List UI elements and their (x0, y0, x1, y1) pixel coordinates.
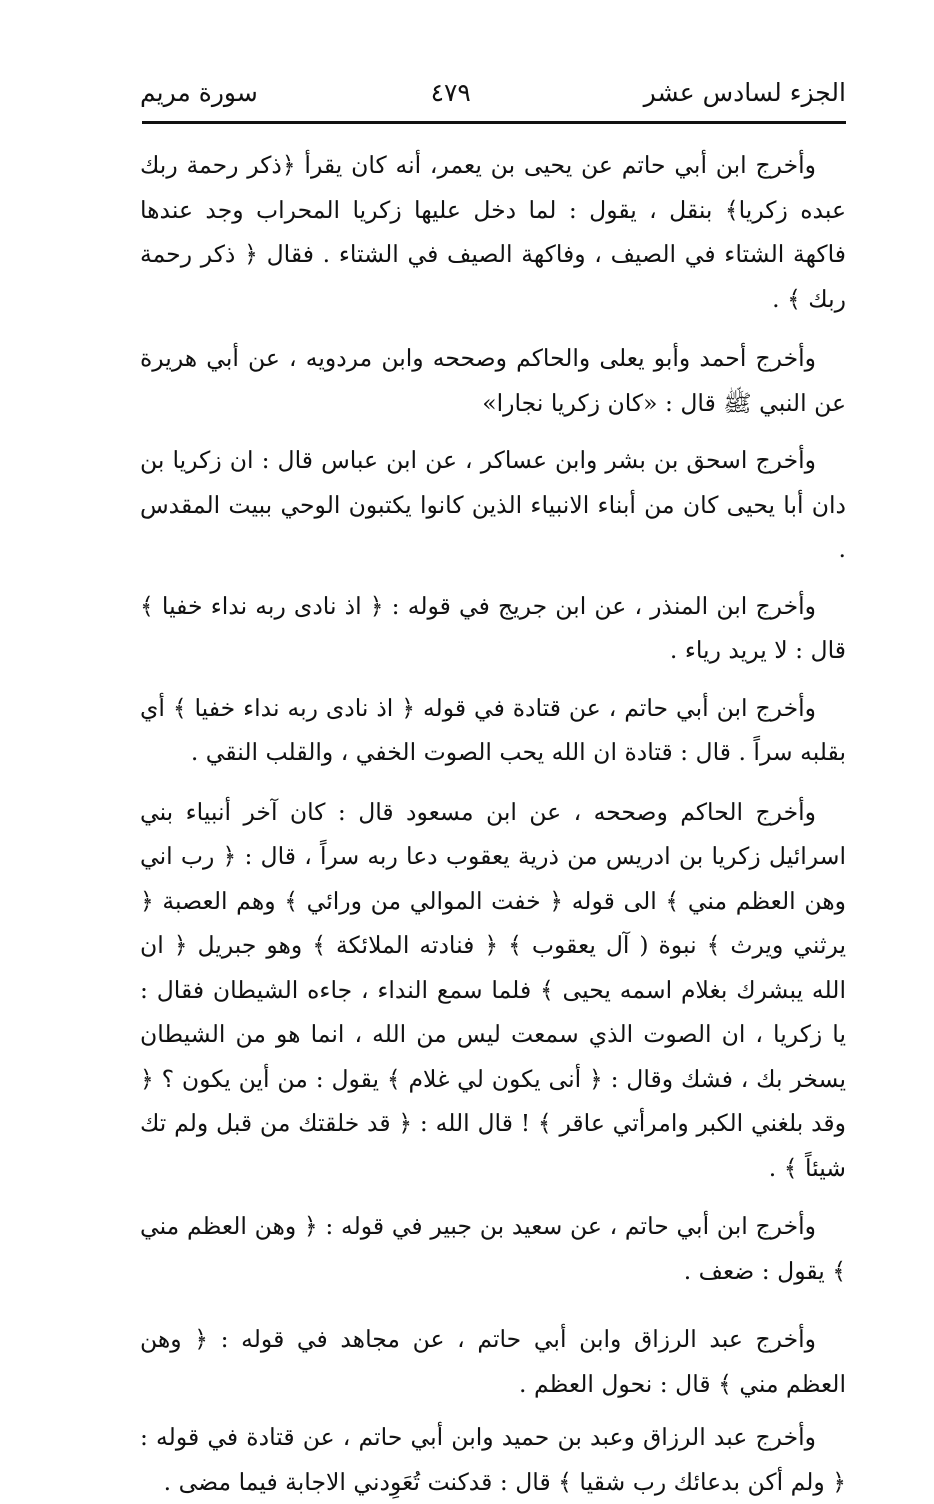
paragraph: وأخرج ابن أبي حاتم ، عن سعيد بن جبير في قوله : ﴿ وهن العظم مني ﴾ يقول : ضعف . (140, 1212, 846, 1285)
page-body (140, 143, 846, 1504)
paragraph: وأخرج أحمد وأبو يعلى والحاكم وصححه وابن مردويه ، عن أبي هريرة عن النبي ﷺ قال : «كان زكريا نجارا» (140, 344, 846, 417)
paragraph: وأخرج الحاكم وصححه ، عن ابن مسعود قال : كان آخر أنبياء بني اسرائيل زكريا بن ادريس من ذرية يعقوب دعا ربه سراً ، قال : ﴿ رب اني وهن العظم مني ﴾ الى قوله ﴿ خفت الموالي من ورائي ﴾ وهم العصبة ﴿ يرثني ويرث ﴾ نبوة ( آل يعقوب ﴾ ﴿ فنادته الملائكة ﴾ وهو جبريل ﴿ ان الله يبشرك بغلام اسمه يحيى ﴾ فلما سمع النداء ، جاءه الشيطان فقال : يا زكريا ، ان الصوت الذي سمعت ليس من الله ، انما هو من الشيطان يسخر بك ، فشك وقال : ﴿ أنى يكون لي غلام ﴾ يقول : من أين يكون ؟ ﴿ وقد بلغني الكبر وامرأتي عاقر ﴾ ! قال الله : ﴿ قد خلقتك من قبل ولم تك شيئاً ﴾ . (140, 797, 846, 1182)
paragraph: وأخرج ابن المنذر ، عن ابن جريج في قوله : ﴿ اذ نادى ربه نداء خفيا ﴾ قال : لا يريد رياء . (140, 591, 846, 664)
paragraph: وأخرج عبد الرزاق وابن أبي حاتم ، عن مجاهد في قوله : ﴿ وهن العظم مني ﴾ قال : نحول العظم . (140, 1325, 846, 1398)
paragraph: وأخرج ابن أبي حاتم ، عن قتادة في قوله ﴿ اذ نادى ربه نداء خفيا ﴾ أي بقلبه سراً . قال : قتادة ان الله يحب الصوت الخفي ، والقلب النقي . (140, 693, 846, 766)
paragraph: وأخرج اسحق بن بشر وابن عساكر ، عن ابن عباس قال : ان زكريا بن دان أبا يحيى كان من أبناء الانبياء الذين كانوا يكتبون الوحي ببيت المقدس . (140, 446, 846, 563)
page-number: ٤٧٩ (430, 77, 471, 107)
paragraph: وأخرج عبد الرزاق وعبد بن حميد وابن أبي حاتم ، عن قتادة في قوله : ﴿ ولم أكن بدعائك رب شقيا ﴾ قال : قدكنت تُعَوِدني الاجابة فيما مضى . (140, 1423, 846, 1496)
surah-title: سورة مريم (140, 77, 258, 107)
book-section-title: الجزء لسادس عشر (643, 77, 846, 107)
paragraph: وأخرج ابن أبي حاتم عن يحيى بن يعمر، أنه كان يقرأ ﴿ذكر رحمة ربك عبده زكريا﴾ بنقل ، يقول : لما دخل عليها زكريا المحراب وجد عندها فاكهة الشتاء في الصيف ، وفاكهة الصيف في الشتاء . فقال ﴿ ذكر رحمة ربك ﴾ . (140, 151, 846, 313)
header-rule (142, 121, 846, 124)
page-header (140, 72, 846, 112)
